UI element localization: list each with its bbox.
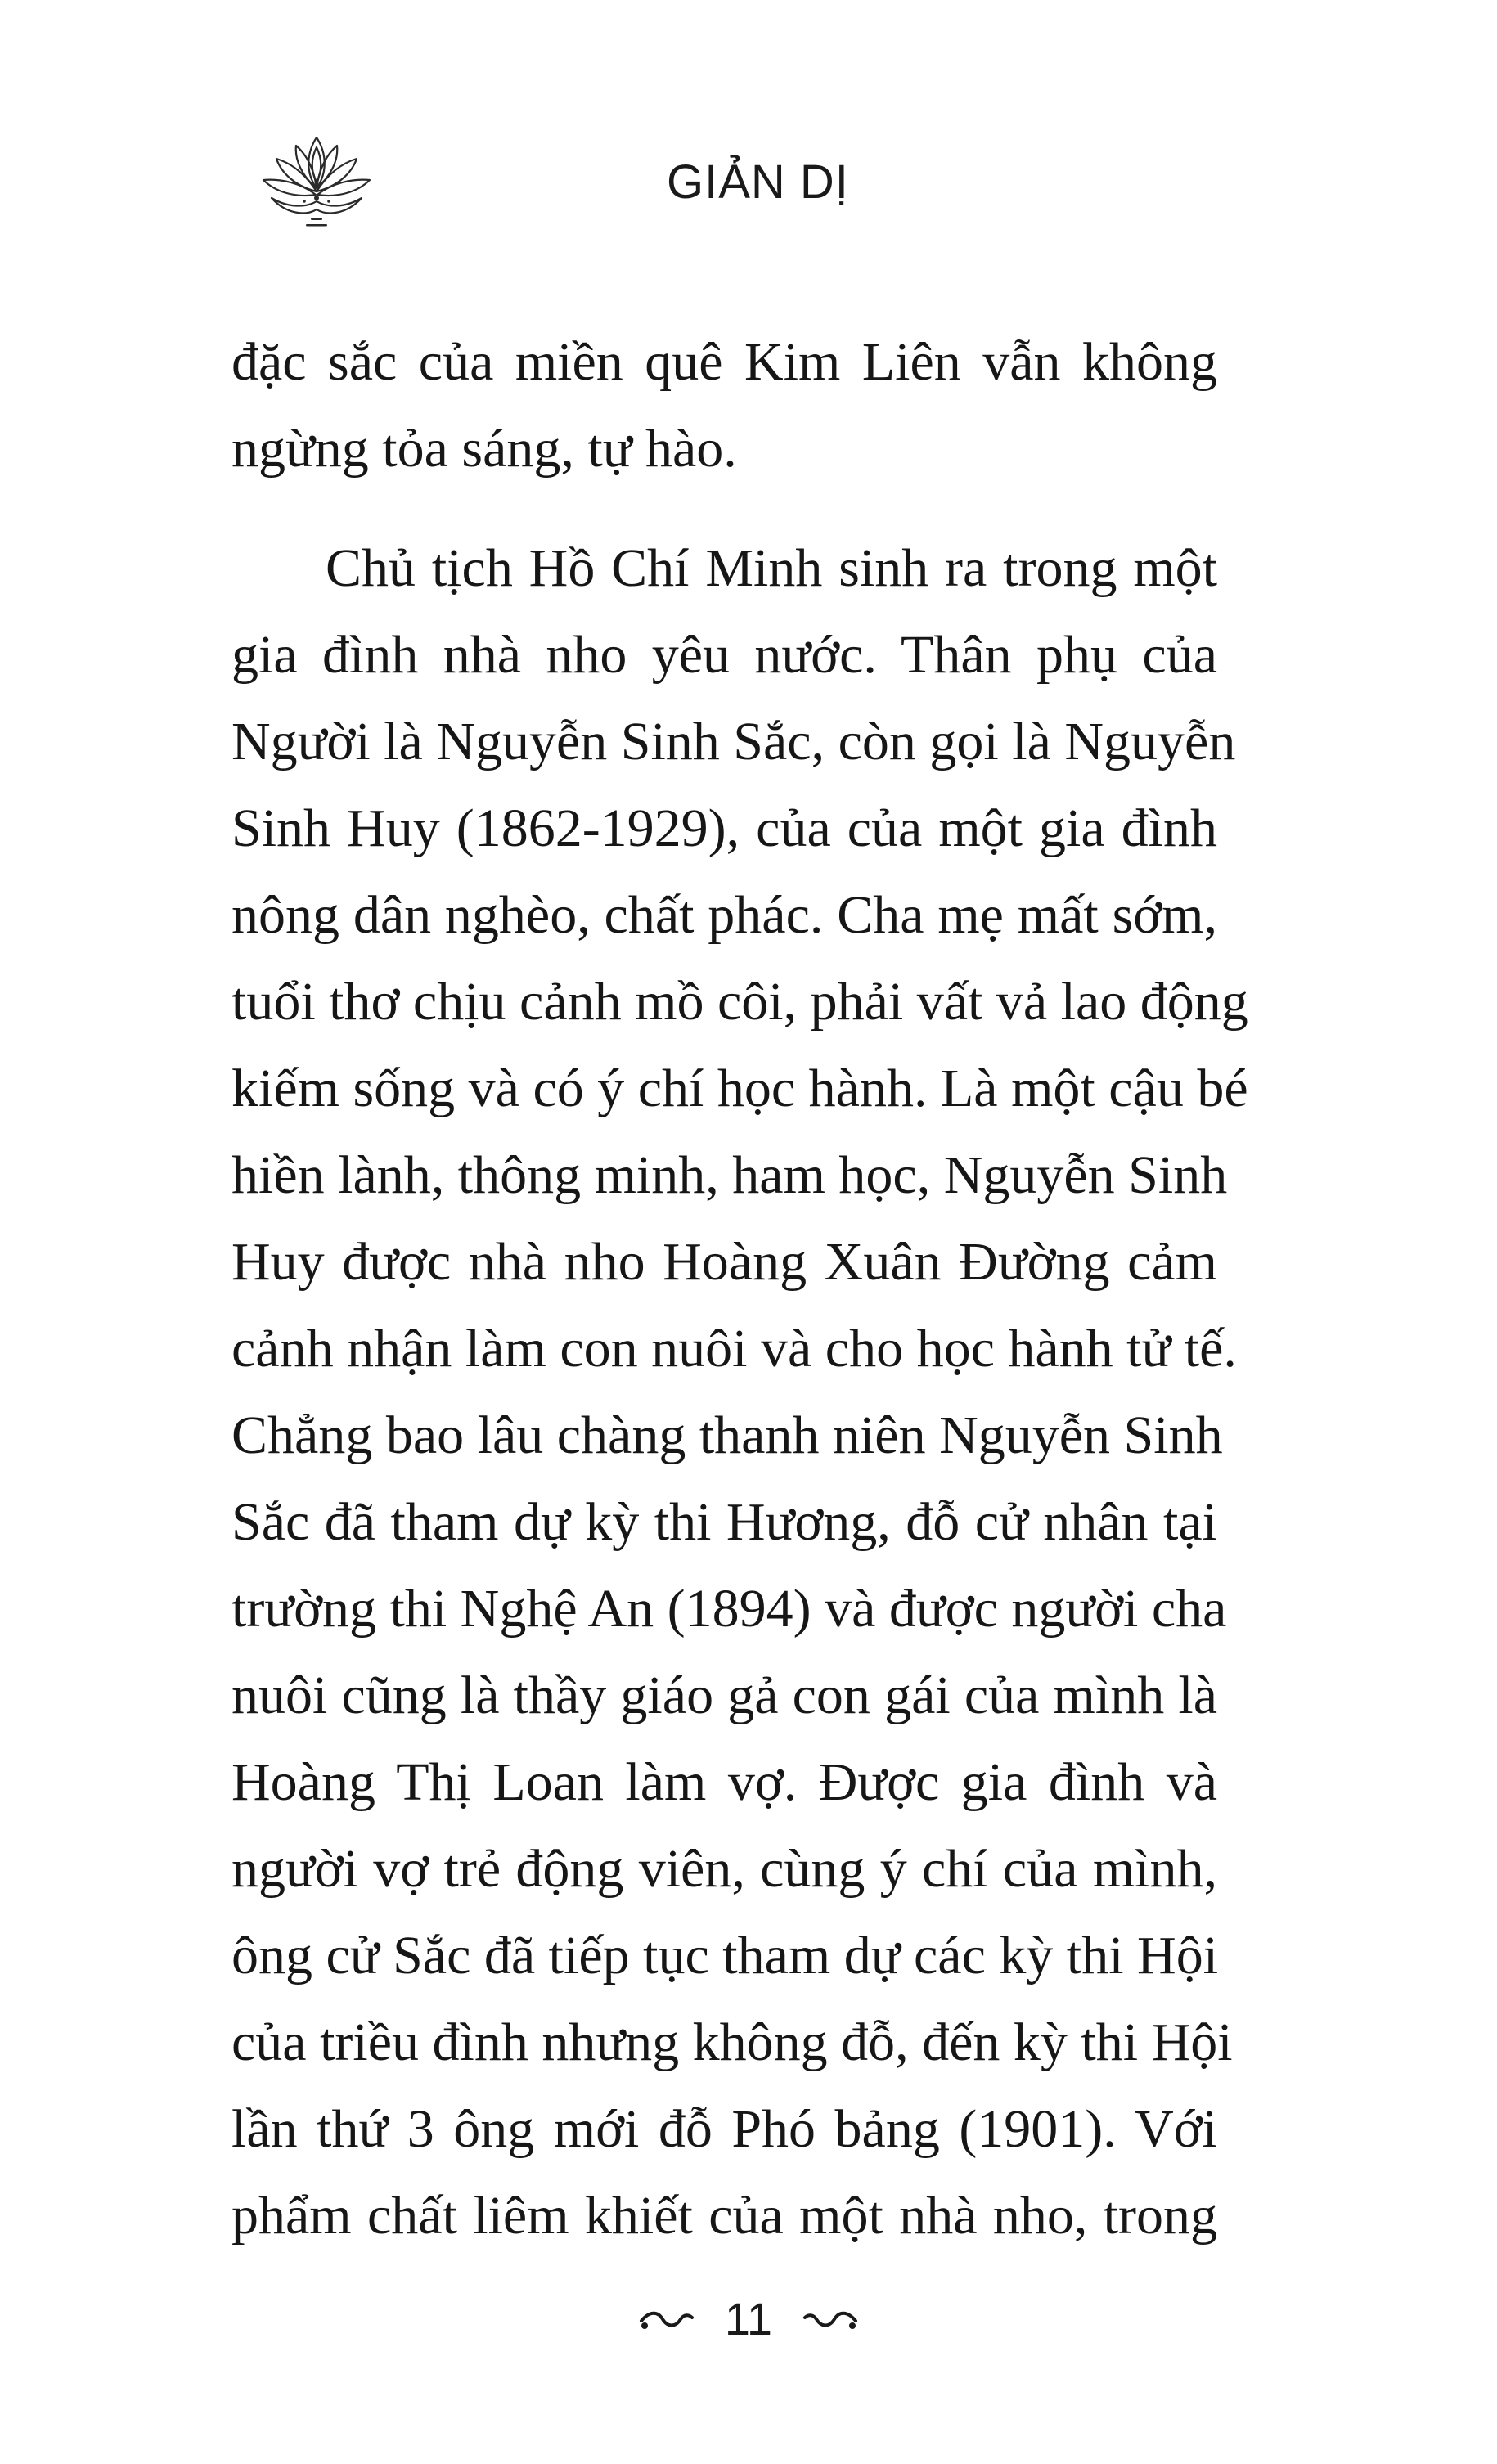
text-line: Sắc đã tham dự kỳ thi Hương, đỗ cử nhân tại xyxy=(232,1492,1217,1552)
text-line: tuổi thơ chịu cảnh mồ côi, phải vất vả lao động xyxy=(232,972,1248,1032)
text-line: Chủ tịch Hồ Chí Minh sinh ra trong một xyxy=(326,538,1217,598)
text-line: trường thi Nghệ An (1894) và được người cha xyxy=(232,1579,1227,1639)
text-line: Sinh Huy (1862-1929), của của một gia đình xyxy=(232,798,1217,858)
paragraph xyxy=(232,525,1248,2259)
text-line: lần thứ 3 ông mới đỗ Phó bảng (1901). Với xyxy=(232,2099,1217,2159)
text-line: gia đình nhà nho yêu nước. Thân phụ của xyxy=(232,625,1217,685)
paragraph xyxy=(232,319,1217,492)
text-line: của triều đình nhưng không đỗ, đến kỳ thi Hội xyxy=(232,2012,1233,2072)
text-line: nông dân nghèo, chất phác. Cha mẹ mất sớm, xyxy=(232,885,1217,945)
text-line: nuôi cũng là thầy giáo gả con gái của mình là xyxy=(232,1666,1217,1725)
text-line: Người là Nguyễn Sinh Sắc, còn gọi là Nguyễn xyxy=(232,712,1236,771)
lotus-icon xyxy=(255,123,378,237)
page-number: 11 xyxy=(724,2293,773,2345)
running-title: GIẢN DỊ xyxy=(667,155,849,209)
text-line: phẩm chất liêm khiết của một nhà nho, trong xyxy=(232,2186,1217,2246)
text-line: Huy được nhà nho Hoàng Xuân Đường cảm xyxy=(232,1232,1217,1292)
flourish-right-icon xyxy=(802,2304,859,2334)
text-line: Chẳng bao lâu chàng thanh niên Nguyễn Sinh xyxy=(232,1405,1223,1465)
text-line: cảnh nhận làm con nuôi và cho học hành tử tế. xyxy=(232,1319,1237,1378)
body-text xyxy=(232,319,1248,2259)
text-line: hiền lành, thông minh, ham học, Nguyễn Sinh xyxy=(232,1145,1228,1205)
text-line: ông cử Sắc đã tiếp tục tham dự các kỳ thi Hội xyxy=(232,1926,1219,1985)
page-footer xyxy=(0,2286,1497,2348)
flourish-left-icon xyxy=(638,2304,695,2334)
text-line: người vợ trẻ động viên, cùng ý chí của mình, xyxy=(232,1839,1217,1899)
text-line: đặc sắc của miền quê Kim Liên vẫn không xyxy=(232,332,1217,392)
text-line: kiếm sống và có ý chí học hành. Là một cậu bé xyxy=(232,1059,1248,1118)
text-line: Hoàng Thị Loan làm vợ. Được gia đình và xyxy=(232,1752,1217,1812)
text-line: ngừng tỏa sáng, tự hào. xyxy=(232,419,737,479)
